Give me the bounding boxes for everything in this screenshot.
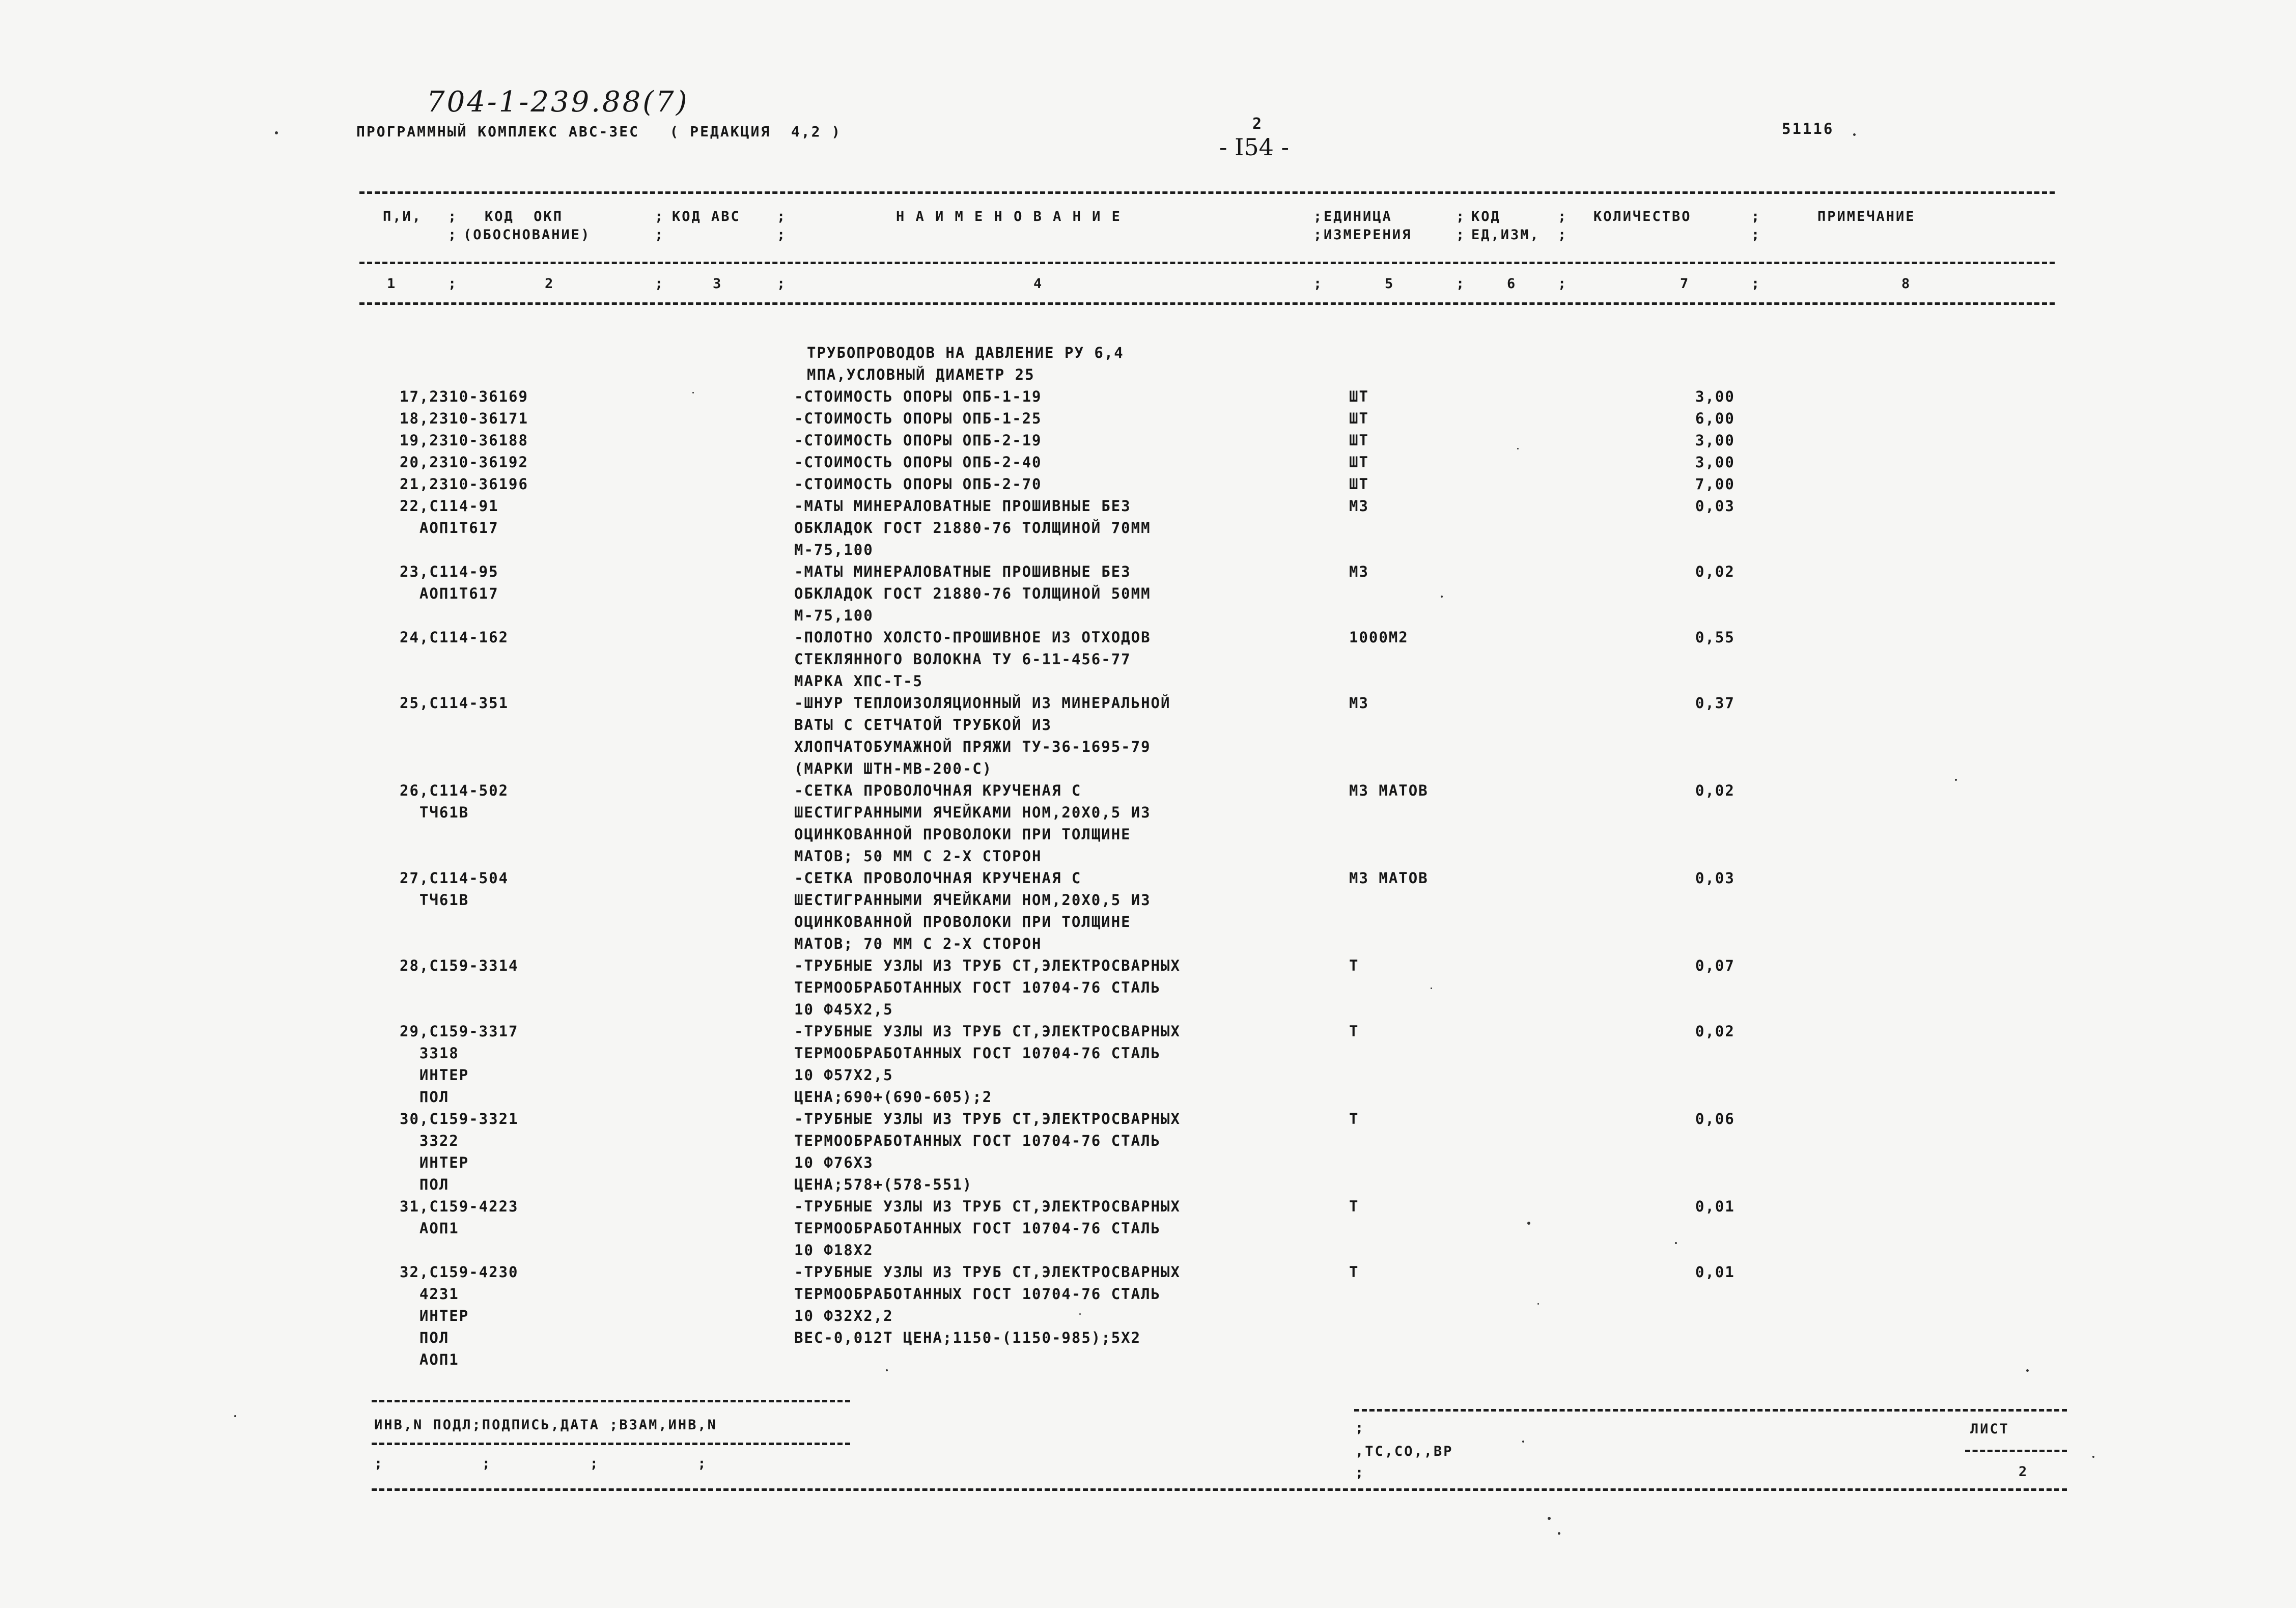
item-name: ХЛОПЧАТОБУМАЖНОЙ ПРЯЖИ ТУ-36-1695-79 [794,738,1151,755]
stamp-border-top-left [372,1400,850,1402]
item-code: 17,2310-36169 [400,388,528,405]
scan-speck [886,1369,888,1371]
small-page-number: 2 [1252,115,1264,133]
item-name: 10 Ф32Х2,2 [794,1307,893,1324]
column-separator: ; [1313,276,1324,292]
column-header-5: ЕДИНИЦА [1324,209,1392,224]
scan-speck [1522,1441,1524,1443]
item-code: 27,С114-504 [400,869,509,887]
item-name: ОБКЛАДОК ГОСТ 21880-76 ТОЛЩИНОЙ 50ММ [794,585,1151,602]
item-code: АОП1 [400,1351,459,1368]
column-header-3: КОД АВС [672,209,741,224]
column-separator: ; [655,276,665,292]
table-number-row-bottom [359,302,2055,305]
scan-speck [2092,1456,2094,1458]
item-quantity: 7,00 [1695,475,1735,493]
scan-speck [1527,1222,1530,1225]
item-name: -СТОИМОСТЬ ОПОРЫ ОПБ-1-19 [794,388,1042,405]
program-title: ПРОГРАММНЫЙ КОМПЛЕКС АВС-ЗЕС ( РЕДАКЦИЯ 4,2 ) [356,123,842,140]
column-separator: ; [1751,276,1761,292]
item-code: АОП1 [400,1220,459,1237]
item-name: МАТОВ; 70 ММ С 2-Х СТОРОН [794,935,1042,952]
scan-speck [234,1415,236,1417]
item-name: -СТОИМОСТЬ ОПОРЫ ОПБ-2-40 [794,454,1042,471]
item-name: ОЦИНКОВАННОЙ ПРОВОЛОКИ ПРИ ТОЛЩИНЕ [794,826,1131,843]
item-quantity: 0,03 [1695,497,1735,515]
column-number-7: 7 [1680,276,1690,292]
column-number-3: 3 [713,276,723,292]
item-unit: М3 МАТОВ [1349,869,1429,887]
item-name: -ТРУБНЫЕ УЗЛЫ ИЗ ТРУБ СТ,ЭЛЕКТРОСВАРНЫХ [794,1023,1181,1040]
stamp-cells: ; ; ; ; [374,1456,708,1472]
item-name: ШЕСТИГРАННЫМИ ЯЧЕЙКАМИ НОМ,20Х0,5 ИЗ [794,891,1151,909]
stamp-bar-1: ; [1355,1420,1365,1436]
column-separator: ; [448,209,458,224]
sheet-number: 2 [2019,1464,2029,1480]
item-code: ПОЛ [400,1176,450,1193]
column-separator: ; [1456,209,1466,224]
item-name: -ТРУБНЫЕ УЗЛЫ ИЗ ТРУБ СТ,ЭЛЕКТРОСВАРНЫХ [794,957,1181,974]
item-name: ТЕРМООБРАБОТАННЫХ ГОСТ 10704-76 СТАЛЬ [794,1285,1161,1303]
column-separator: ; [1558,209,1568,224]
item-name: -ТРУБНЫЕ УЗЛЫ ИЗ ТРУБ СТ,ЭЛЕКТРОСВАРНЫХ [794,1198,1181,1215]
column-separator: ; [777,276,787,292]
item-code: ИНТЕР [400,1154,469,1171]
item-unit: ШТ [1349,475,1369,493]
item-unit: Т [1349,957,1359,974]
sheet-label: ЛИСТ [1970,1421,2010,1437]
item-name: -СТОИМОСТЬ ОПОРЫ ОПБ-2-70 [794,475,1042,493]
item-quantity: 0,55 [1695,629,1735,646]
item-quantity: 0,02 [1695,1023,1735,1040]
column-header-2: КОД ОКП [485,209,564,224]
item-code: 3322 [400,1132,459,1149]
item-unit: ШТ [1349,410,1369,427]
item-name: СТЕКЛЯННОГО ВОЛОКНА ТУ 6-11-456-77 [794,651,1131,668]
item-code: 26,С114-502 [400,782,509,799]
item-code: ТЧ61В [400,891,469,909]
item-name: ШЕСТИГРАННЫМИ ЯЧЕЙКАМИ НОМ,20Х0,5 ИЗ [794,804,1151,821]
item-quantity: 0,01 [1695,1263,1735,1281]
sheet-code: ,ТС,СО,,ВР [1355,1444,1453,1459]
item-unit: М3 [1349,563,1369,580]
column-separator: ; [655,209,665,224]
item-code: 30,С159-3321 [400,1110,519,1127]
continuation-line: МПА,УСЛОВНЫЙ ДИАМЕТР 25 [807,366,1035,383]
column-separator: ; [448,276,458,292]
item-quantity: 3,00 [1695,432,1735,449]
item-name: ЦЕНА;690+(690-605);2 [794,1088,993,1106]
scan-speck [1517,448,1519,449]
scan-speck [1079,1313,1081,1315]
column-separator: ; [1456,276,1466,292]
item-quantity: 0,07 [1695,957,1735,974]
item-name: ЦЕНА;578+(578-551) [794,1176,973,1193]
item-unit: 1000М2 [1349,629,1409,646]
table-header-divider [359,262,2055,264]
item-name: -ТРУБНЫЕ УЗЛЫ ИЗ ТРУБ СТ,ЭЛЕКТРОСВАРНЫХ [794,1263,1181,1281]
column-header-7: КОЛИЧЕСТВО [1593,209,1692,224]
item-unit: ШТ [1349,388,1369,405]
column-number-1: 1 [387,276,397,292]
item-code: 31,С159-4223 [400,1198,519,1215]
scan-speck [1537,1303,1539,1305]
stamp-border-top-right [1354,1409,2067,1412]
document-code: 51116 [1782,120,1834,137]
handwritten-reference: 704-1-239.88(7) [427,86,689,119]
sheet-divider [1965,1450,2067,1452]
scan-speck [1675,1242,1677,1244]
item-name: -МАТЫ МИНЕРАЛОВАТНЫЕ ПРОШИВНЫЕ БЕЗ [794,497,1131,515]
item-quantity: 6,00 [1695,410,1735,427]
stamp-divider-left [372,1443,850,1445]
scan-speck [1548,1517,1551,1520]
scan-speck [1853,133,1856,136]
item-quantity: 3,00 [1695,388,1735,405]
item-unit: Т [1349,1263,1359,1281]
column-number-2: 2 [545,276,555,292]
item-name: -СТОИМОСТЬ ОПОРЫ ОПБ-2-19 [794,432,1042,449]
column-number-8: 8 [1901,276,1912,292]
item-unit: М3 МАТОВ [1349,782,1429,799]
scan-speck [275,131,278,134]
column-number-5: 5 [1385,276,1395,292]
item-code: 24,С114-162 [400,629,509,646]
item-code: 29,С159-3317 [400,1023,519,1040]
column-separator: ; [1313,227,1324,243]
item-unit: М3 [1349,497,1369,515]
item-code: 28,С159-3314 [400,957,519,974]
item-name: -СЕТКА ПРОВОЛОЧНАЯ КРУЧЕНАЯ С [794,782,1082,799]
column-header-6: КОД [1471,209,1501,224]
item-unit: Т [1349,1198,1359,1215]
stamp-bar-2: ; [1355,1465,1365,1481]
item-quantity: 0,03 [1695,869,1735,887]
column-subheader-5: ИЗМЕРЕНИЯ [1324,227,1412,243]
item-unit: М3 [1349,694,1369,712]
item-quantity: 0,06 [1695,1110,1735,1127]
scan-speck [1558,1532,1560,1535]
item-name: -СЕТКА ПРОВОЛОЧНАЯ КРУЧЕНАЯ С [794,869,1082,887]
item-unit: ШТ [1349,432,1369,449]
item-code: 4231 [400,1285,459,1303]
item-code: 21,2310-36196 [400,475,528,493]
item-name: 10 Ф57Х2,5 [794,1066,893,1084]
item-code: 23,С114-95 [400,563,499,580]
item-code: 32,С159-4230 [400,1263,519,1281]
item-name: 10 Ф45Х2,5 [794,1001,893,1018]
column-separator: ; [655,227,665,243]
item-name: 10 Ф18Х2 [794,1242,874,1259]
item-name: ОЦИНКОВАННОЙ ПРОВОЛОКИ ПРИ ТОЛЩИНЕ [794,913,1131,930]
column-separator: ; [1558,276,1568,292]
item-code: АОП1Т617 [400,585,499,602]
item-name: МАРКА ХПС-Т-5 [794,672,923,690]
item-name: ОБКЛАДОК ГОСТ 21880-76 ТОЛЩИНОЙ 70ММ [794,519,1151,537]
item-name: -ШНУР ТЕПЛОИЗОЛЯЦИОННЫЙ ИЗ МИНЕРАЛЬНОЙ [794,694,1171,712]
item-name: ТЕРМООБРАБОТАННЫХ ГОСТ 10704-76 СТАЛЬ [794,1132,1161,1149]
column-number-4: 4 [1033,276,1044,292]
item-code: 3318 [400,1045,459,1062]
item-code: ИНТЕР [400,1307,469,1324]
item-name: ВЕС-0,012Т ЦЕНА;1150-(1150-985);5Х2 [794,1329,1141,1346]
column-number-6: 6 [1507,276,1517,292]
item-code: АОП1Т617 [400,519,499,537]
column-header-1: П,И, [383,209,423,224]
item-name: 10 Ф76Х3 [794,1154,874,1171]
item-quantity: 0,02 [1695,782,1735,799]
column-separator: ; [1456,227,1466,243]
scan-speck [2026,1369,2029,1372]
item-unit: Т [1349,1110,1359,1127]
column-header-8: ПРИМЕЧАНИЕ [1817,209,1916,224]
item-code: 19,2310-36188 [400,432,528,449]
item-quantity: 3,00 [1695,454,1735,471]
item-name: -ПОЛОТНО ХОЛСТО-ПРОШИВНОЕ ИЗ ОТХОДОВ [794,629,1151,646]
item-name: -ТРУБНЫЕ УЗЛЫ ИЗ ТРУБ СТ,ЭЛЕКТРОСВАРНЫХ [794,1110,1181,1127]
item-name: (МАРКИ ШТН-МВ-200-С) [794,760,993,777]
item-name: -МАТЫ МИНЕРАЛОВАТНЫЕ ПРОШИВНЫЕ БЕЗ [794,563,1131,580]
scan-speck [1955,779,1957,781]
item-name: ТЕРМООБРАБОТАННЫХ ГОСТ 10704-76 СТАЛЬ [794,979,1161,996]
item-code: 25,С114-351 [400,694,509,712]
item-name: ТЕРМООБРАБОТАННЫХ ГОСТ 10704-76 СТАЛЬ [794,1220,1161,1237]
item-name: -СТОИМОСТЬ ОПОРЫ ОПБ-1-25 [794,410,1042,427]
item-code: ПОЛ [400,1088,450,1106]
item-code: 20,2310-36192 [400,454,528,471]
column-separator: ; [1751,209,1761,224]
item-name: М-75,100 [794,607,874,624]
column-header-4: Н А И М Е Н О В А Н И Е [896,209,1122,224]
stamp-header: ИНВ,N ПОДЛ;ПОДПИСЬ,ДАТА ;ВЗАМ,ИНВ,N [374,1417,717,1433]
item-unit: Т [1349,1023,1359,1040]
item-name: М-75,100 [794,541,874,558]
item-code: ПОЛ [400,1329,450,1346]
item-quantity: 0,02 [1695,563,1735,580]
continuation-line: ТРУБОПРОВОДОВ НА ДАВЛЕНИЕ РУ 6,4 [807,344,1124,361]
scan-speck [1441,596,1443,598]
column-separator: ; [1751,227,1761,243]
item-name: ТЕРМООБРАБОТАННЫХ ГОСТ 10704-76 СТАЛЬ [794,1045,1161,1062]
item-code: ИНТЕР [400,1066,469,1084]
column-separator: ; [448,227,458,243]
scan-speck [692,392,694,393]
item-quantity: 0,01 [1695,1198,1735,1215]
table-border-top [359,191,2055,194]
column-separator: ; [1558,227,1568,243]
item-code: ТЧ61В [400,804,469,821]
item-name: ВАТЫ С СЕТЧАТОЙ ТРУБКОЙ ИЗ [794,716,1052,734]
column-separator: ; [1313,209,1324,224]
item-code: 22,С114-91 [400,497,499,515]
page-number: - I54 - [1219,133,1290,161]
column-subheader-2: (ОБОСНОВАНИЕ) [463,227,591,243]
column-separator: ; [777,227,787,243]
column-subheader-6: ЕД,ИЗМ, [1471,227,1540,243]
scan-speck [1431,988,1432,989]
stamp-border-bottom [372,1488,2067,1491]
item-unit: ШТ [1349,454,1369,471]
item-name: МАТОВ; 50 ММ С 2-Х СТОРОН [794,848,1042,865]
item-code: 18,2310-36171 [400,410,528,427]
column-separator: ; [777,209,787,224]
item-quantity: 0,37 [1695,694,1735,712]
